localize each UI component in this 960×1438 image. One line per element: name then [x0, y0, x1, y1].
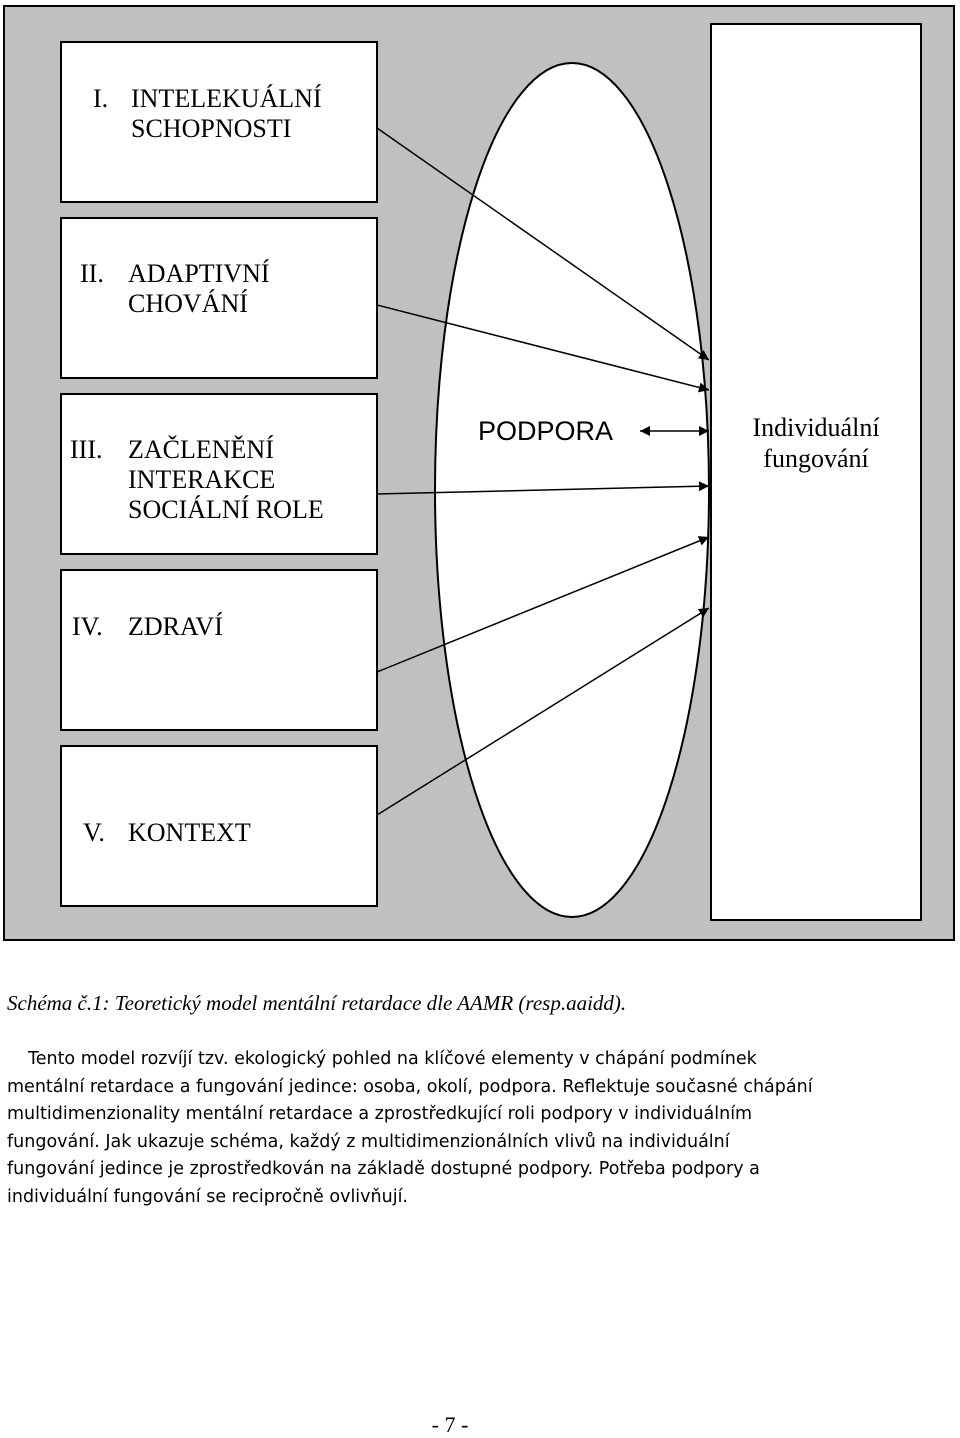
dimension-label-1: I. INTELEKUÁLNÍ SCHOPNOSTI — [93, 84, 322, 143]
dimension-label-5: V. KONTEXT — [83, 818, 251, 847]
paragraph-line-4: fungování. Jak ukazuje schéma, každý z multidimenzionálních vlivů na individuální — [7, 1131, 730, 1152]
outcome-label — [712, 412, 920, 474]
dimension-label-2: II. ADAPTIVNÍ CHOVÁNÍ — [80, 259, 270, 318]
page-number: - 7 - — [431, 1412, 469, 1437]
dimension-box-4 — [61, 570, 377, 730]
paragraph-line-6: individuální fungování se recipročně ovlivňují. — [7, 1186, 408, 1207]
paragraph-line-5: fungování jedince je zprostředkován na základě dostupné podpory. Potřeba podpory a — [7, 1159, 760, 1179]
paragraph-line-2: mentální retardace a fungování jedince: osoba, okolí, podpora. Reflektuje současné chápání — [7, 1076, 813, 1097]
paragraph-line-3: multidimenzionality mentální retardace a zprostředkující roli podpory v individuálním — [7, 1104, 753, 1124]
dimension-label-3: III. ZAČLENĚNÍ INTERAKCE SOCIÁLNÍ ROLE — [70, 435, 324, 524]
podpora-label: PODPORA — [478, 416, 614, 446]
body-paragraph — [7, 1046, 927, 1211]
dimension-label-4: IV. ZDRAVÍ — [72, 612, 223, 641]
outcome-label-line-1: Individuální — [752, 413, 880, 442]
outcome-label-line-2: fungování — [763, 444, 869, 473]
paragraph-line-1: Tento model rozvíjí tzv. ekologický pohled na klíčové elementy v chápání podmínek — [28, 1049, 757, 1069]
figure-caption: Schéma č.1: Teoretický model mentální retardace dle AAMR (resp.aaidd). — [7, 991, 627, 1015]
